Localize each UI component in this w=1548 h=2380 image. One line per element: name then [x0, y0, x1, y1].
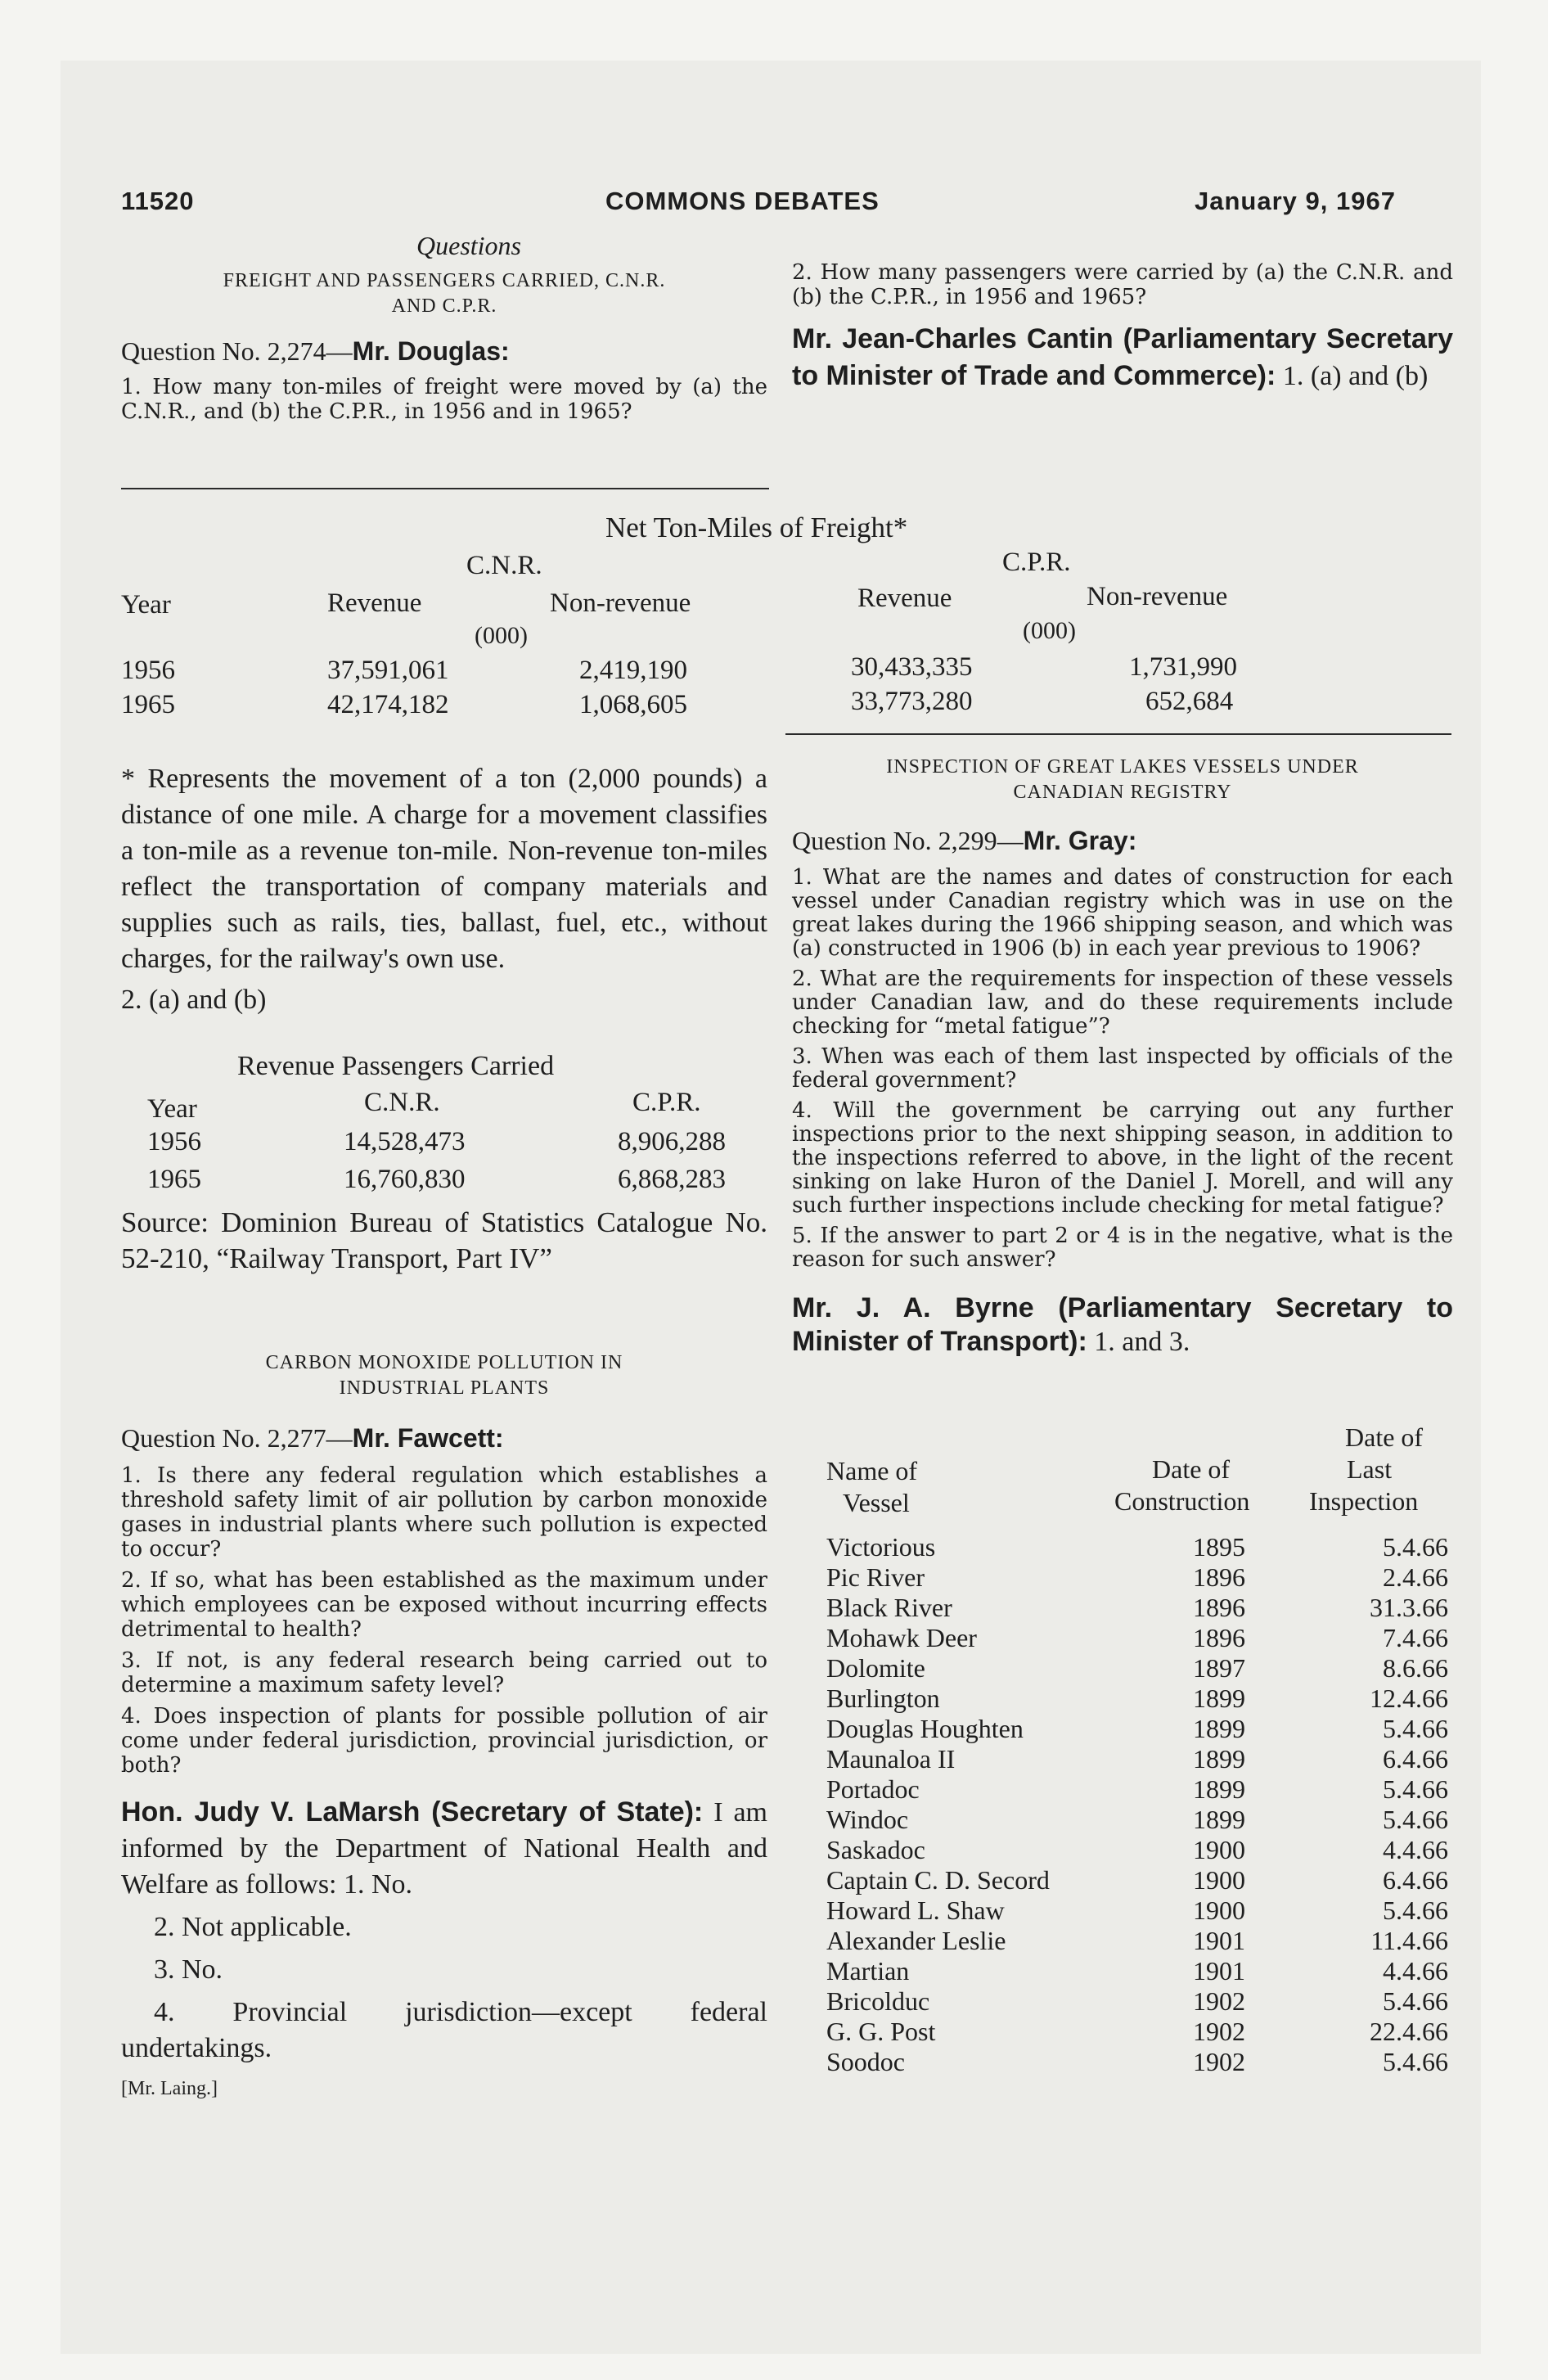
vessel-construction-year: 1899	[1193, 1744, 1245, 1774]
co-heading-line2: INDUSTRIAL PLANTS	[339, 1377, 550, 1399]
part-2-label: 2. (a) and (b)	[121, 985, 267, 1015]
vessel-name: Martian	[826, 1956, 910, 1986]
vessel-last-inspection: 2.4.66	[1383, 1562, 1448, 1592]
vessel-name: Alexander Leslie	[826, 1926, 1006, 1955]
vessel-construction-year: 1901	[1193, 1926, 1245, 1955]
publication-date: January 9, 1967	[1195, 187, 1396, 215]
vessel-name: Pic River	[826, 1562, 925, 1592]
vessel-last-inspection: 5.4.66	[1383, 1895, 1448, 1925]
vessel-construction-year: 1902	[1193, 2047, 1245, 2076]
vessel-last-inspection: 22.4.66	[1370, 2017, 1448, 2046]
vessel-construction-year: 1899	[1193, 1714, 1245, 1743]
vessel-construction-year: 1899	[1193, 1774, 1245, 1804]
co-answer-3: 3. No.	[154, 1954, 223, 1985]
co-answer-4: 4. Provincial jurisdiction—except federal undertakings.	[121, 1997, 767, 2063]
inspection-header: Date of	[1345, 1422, 1424, 1452]
cnr-nonrevenue-header: Non-revenue	[550, 588, 691, 618]
vessel-construction-year: 1896	[1193, 1562, 1245, 1592]
co-question: 3. If not, is any federal research being carried out to determine a maximum safety level?	[121, 1648, 767, 1697]
inspection-header: Last	[1347, 1454, 1393, 1484]
vessel-construction-year: 1900	[1193, 1835, 1245, 1864]
vessel-row	[826, 1956, 1456, 1986]
freight-answer-block	[121, 761, 767, 1018]
vessel-construction-year: 1900	[1193, 1865, 1245, 1895]
freight-row-cnr-nonrevenue: 2,419,190	[579, 656, 687, 685]
vessel-row	[826, 1532, 1456, 1562]
source-citation: Source: Dominion Bureau of Statistics Catalogue No. 52-210, “Railway Transport, Part IV”	[121, 1206, 767, 1274]
passengers-row-cpr: 6,868,283	[618, 1165, 726, 1194]
cpr-units: (000)	[1023, 617, 1076, 644]
cpr-revenue-header: Revenue	[857, 584, 952, 613]
passengers-title: Revenue Passengers Carried	[237, 1051, 555, 1081]
freight-table-title: Net Ton-Miles of Freight*	[605, 512, 908, 543]
vessel-name: Soodoc	[826, 2047, 905, 2076]
cnr-revenue-header: Revenue	[327, 588, 422, 618]
vessel-row	[826, 1895, 1456, 1926]
gl-question-number: Question No. 2,299—Mr. Gray:	[792, 826, 1137, 855]
section-label: Questions	[416, 231, 521, 260]
vessel-row	[826, 1835, 1456, 1865]
vessel-last-inspection: 5.4.66	[1383, 1805, 1448, 1834]
freight-row-cpr-nonrevenue: 652,684	[1145, 687, 1234, 716]
passengers-row-cpr: 8,906,288	[618, 1127, 726, 1156]
vessel-construction-year: 1899	[1193, 1805, 1245, 1834]
vessel-last-inspection: 5.4.66	[1383, 1532, 1448, 1562]
vessel-last-inspection: 6.4.66	[1383, 1865, 1448, 1895]
vessel-last-inspection: 7.4.66	[1383, 1623, 1448, 1652]
co-question: 1. Is there any federal regulation which establishes a threshold safety limit of air pollution by carbon monoxide gases in industrial plants where such pollution is expected to occur?	[121, 1463, 767, 1562]
vessel-name: Victorious	[826, 1532, 936, 1562]
vessel-row	[826, 1623, 1456, 1653]
cpr-label: C.P.R.	[1002, 548, 1071, 577]
gl-question: 1. What are the names and dates of construction for each vessel under Canadian registry which was in use on the great lakes during the 1966 shipping season, and which was (a) constructed in 1906 (b) in each year previous to 1906?	[792, 865, 1453, 961]
vessel-name: Windoc	[826, 1805, 909, 1834]
vessel-last-inspection: 4.4.66	[1383, 1956, 1448, 1986]
construction-header: Construction	[1114, 1486, 1250, 1516]
vessel-row	[826, 2017, 1456, 2047]
freight-row-cpr-revenue: 33,773,280	[851, 687, 973, 716]
freight-heading-line2: AND C.P.R.	[391, 295, 497, 317]
passengers-cnr-header: C.N.R.	[364, 1088, 440, 1117]
co-answer-2: 2. Not applicable.	[154, 1912, 352, 1942]
vessel-last-inspection: 11.4.66	[1370, 1926, 1448, 1955]
year-header: Year	[121, 590, 171, 620]
passengers-row-cnr: 14,528,473	[344, 1127, 466, 1156]
passengers-year-header: Year	[147, 1094, 197, 1124]
freight-row-cnr-revenue: 37,591,061	[327, 656, 449, 685]
vessel-name: Black River	[826, 1593, 952, 1622]
footer-note: [Mr. Laing.]	[121, 2078, 218, 2099]
co-question: 4. Does inspection of plants for possible pollution of air come under federal jurisdiction, provincial jurisdiction, or both?	[121, 1704, 767, 1778]
vessel-row	[826, 1744, 1456, 1774]
cnr-units: (000)	[475, 622, 528, 649]
freight-question-number: Question No. 2,274—Mr. Douglas:	[121, 336, 510, 366]
freight-row-cnr-revenue: 42,174,182	[327, 690, 449, 719]
gl-heading-line2: CANADIAN REGISTRY	[1013, 782, 1232, 803]
freight-row-year: 1956	[121, 656, 175, 685]
vessel-name: G. G. Post	[826, 2017, 936, 2046]
vessel-row	[826, 1865, 1456, 1895]
vessel-row	[826, 1684, 1456, 1714]
vessel-construction-year: 1899	[1193, 1684, 1245, 1713]
vessel-name-header: Name of	[826, 1456, 918, 1485]
vessel-construction-year: 1895	[1193, 1532, 1245, 1562]
freight-question-2: 2. How many passengers were carried by (a) the C.N.R. and (b) the C.P.R., in 1956 and 1965?	[792, 260, 1453, 309]
vessel-last-inspection: 4.4.66	[1383, 1835, 1448, 1864]
co-heading-line1: CARBON MONOXIDE POLLUTION IN	[265, 1352, 623, 1373]
cantin-answer: Mr. Jean-Charles Cantin (Parliamentary Secretary to Minister of Trade and Commerce): 1. (a) and (b)	[792, 323, 1453, 391]
cnr-label: C.N.R.	[466, 551, 542, 580]
great-lakes-block	[792, 755, 1453, 1359]
gl-question: 5. If the answer to part 2 or 4 is in the negative, what is the reason for such answer?	[792, 1224, 1453, 1272]
co-question-number: Question No. 2,277—Mr. Fawcett:	[121, 1423, 504, 1453]
byrne-answer: Mr. J. A. Byrne (Parliamentary Secretary to Minister of Transport): 1. and 3.	[792, 1292, 1453, 1357]
answer-speaker: Hon. Judy V. LaMarsh (Secretary of State):	[121, 1796, 704, 1828]
freight-question-1: 1. How many ton-miles of freight were moved by (a) the C.N.R., and (b) the C.P.R., in 1956 and in 1965?	[121, 375, 767, 424]
freight-row-cpr-revenue: 30,433,335	[851, 652, 973, 682]
vessel-last-inspection: 12.4.66	[1370, 1684, 1448, 1713]
page-number: 11520	[121, 187, 195, 215]
freight-question-block	[121, 229, 767, 424]
vessel-row	[826, 2047, 1456, 2077]
answer-speaker: Mr. J. A. Byrne (Parliamentary Secretary to Minister of Transport):	[792, 1292, 1453, 1357]
divider-rule	[121, 488, 769, 489]
vessel-name: Portadoc	[826, 1774, 920, 1804]
ton-mile-footnote: * Represents the movement of a ton (2,000 pounds) a distance of one mile. A charge for a movement classifies a ton-mile as a revenue ton-mile. Non-revenue ton-miles reflect the transportation of company materials and supplies such as rails, ties, ballast, fuel, etc., without charges, for the railway's own use.	[121, 764, 767, 974]
freight-heading-line1: FREIGHT AND PASSENGERS CARRIED, C.N.R.	[223, 270, 666, 291]
cpr-nonrevenue-header: Non-revenue	[1087, 582, 1228, 611]
vessel-name-header: Vessel	[843, 1488, 910, 1517]
vessel-name: Saskadoc	[826, 1835, 925, 1864]
questioner-name: Mr. Fawcett:	[352, 1423, 504, 1453]
vessel-row	[826, 1653, 1456, 1684]
vessel-last-inspection: 5.4.66	[1383, 1774, 1448, 1804]
vessel-row	[826, 1774, 1456, 1805]
answer-speaker: Mr. Jean-Charles Cantin (Parliamentary Secretary to Minister of Trade and Commerce):	[792, 323, 1453, 391]
passengers-row-year: 1965	[147, 1165, 201, 1194]
questioner-name: Mr. Douglas:	[352, 336, 510, 366]
vessel-last-inspection: 5.4.66	[1383, 1986, 1448, 2016]
vessel-name: Burlington	[826, 1684, 940, 1713]
freight-row-cnr-nonrevenue: 1,068,605	[579, 690, 687, 719]
vessel-name: Mohawk Deer	[826, 1623, 977, 1652]
vessel-row	[826, 1593, 1456, 1623]
co-pollution-block	[121, 1350, 767, 2100]
vessel-name: Douglas Houghten	[826, 1714, 1024, 1743]
vessel-construction-year: 1900	[1193, 1895, 1245, 1925]
gl-question: 2. What are the requirements for inspection of these vessels under Canadian law, and do these requirements include checking for “metal fatigue”?	[792, 967, 1453, 1039]
freight-row-cpr-nonrevenue: 1,731,990	[1129, 652, 1237, 682]
vessel-construction-year: 1901	[1193, 1956, 1245, 1986]
vessel-row	[826, 1986, 1456, 2017]
vessel-name: Maunaloa II	[826, 1744, 956, 1774]
gl-heading-line1: INSPECTION OF GREAT LAKES VESSELS UNDER	[886, 756, 1359, 778]
vessel-last-inspection: 5.4.66	[1383, 2047, 1448, 2076]
vessel-construction-year: 1902	[1193, 2017, 1245, 2046]
gl-question: 4. Will the government be carrying out any further inspections prior to the next shipping season, in addition to the inspections referred to above, in the light of the recent sinking on lake Huron of the Daniel J. Morell, and will any such further inspections include checking for metal fatigue?	[792, 1098, 1453, 1218]
vessel-construction-year: 1897	[1193, 1653, 1245, 1683]
vessel-last-inspection: 31.3.66	[1370, 1593, 1448, 1622]
vessel-row	[826, 1805, 1456, 1835]
inspection-header: Inspection	[1309, 1486, 1419, 1516]
vessel-construction-year: 1896	[1193, 1623, 1245, 1652]
freight-row-year: 1965	[121, 690, 175, 719]
construction-header: Date of	[1152, 1454, 1231, 1484]
vessel-row	[826, 1714, 1456, 1744]
vessel-row	[826, 1926, 1456, 1956]
vessel-last-inspection: 5.4.66	[1383, 1714, 1448, 1743]
vessel-last-inspection: 8.6.66	[1383, 1653, 1448, 1683]
vessel-name: Bricolduc	[826, 1986, 930, 2016]
passengers-row-year: 1956	[147, 1127, 201, 1156]
gl-question: 3. When was each of them last inspected by officials of the federal government?	[792, 1044, 1453, 1093]
passengers-row-cnr: 16,760,830	[344, 1165, 466, 1194]
vessel-construction-year: 1896	[1193, 1593, 1245, 1622]
divider-rule	[785, 733, 1451, 735]
source-block	[121, 1205, 767, 1277]
passengers-cpr-header: C.P.R.	[632, 1088, 701, 1117]
publication-title: COMMONS DEBATES	[605, 187, 880, 215]
freight-question-continued	[792, 260, 1453, 394]
vessel-last-inspection: 6.4.66	[1383, 1744, 1448, 1774]
vessel-name: Dolomite	[826, 1653, 925, 1683]
lamarsh-answer: Hon. Judy V. LaMarsh (Secretary of State): I am informed by the Department of National Health and Welfare as follows: 1. No.	[121, 1796, 768, 1900]
vessel-name: Howard L. Shaw	[826, 1895, 1005, 1925]
vessel-construction-year: 1902	[1193, 1986, 1245, 2016]
vessel-row	[826, 1562, 1456, 1593]
vessel-name: Captain C. D. Secord	[826, 1865, 1050, 1895]
questioner-name: Mr. Gray:	[1023, 826, 1137, 855]
co-question: 2. If so, what has been established as the maximum under which employees can be exposed without incurring effects detrimental to health?	[121, 1568, 767, 1642]
